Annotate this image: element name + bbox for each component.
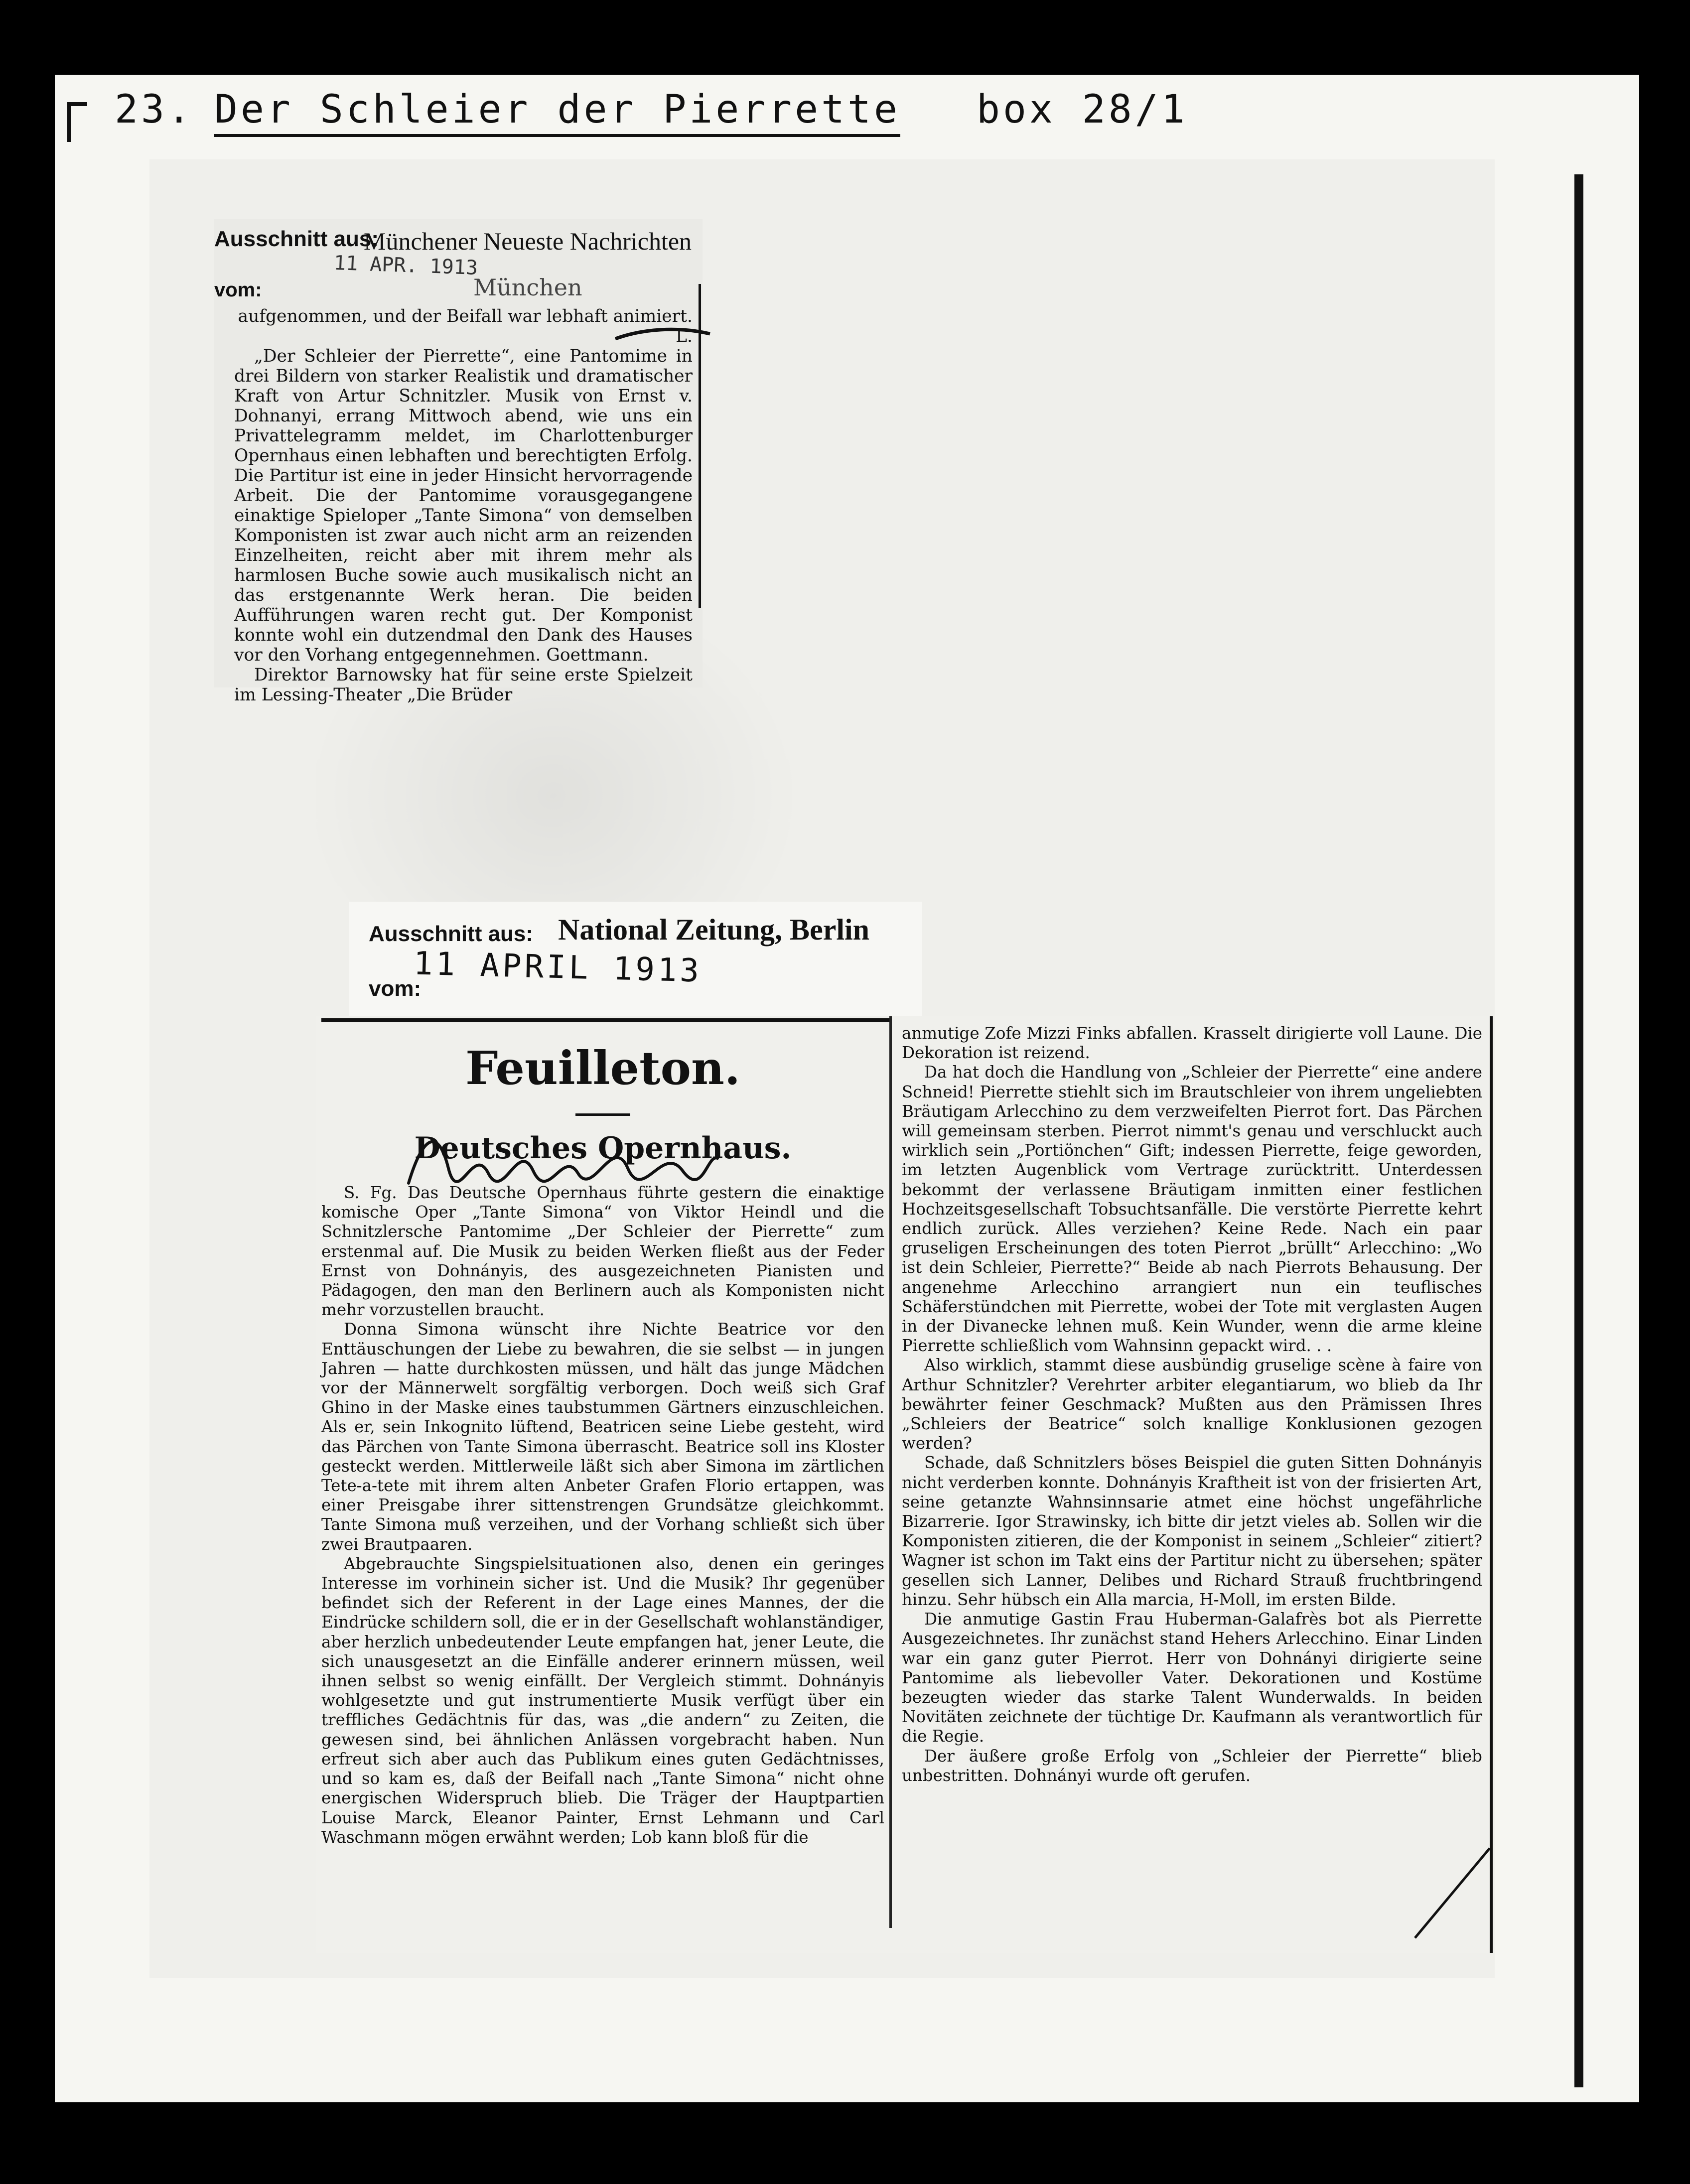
text-line: aufgenommen, und der Beifall war lebhaft animiert. L. (238, 306, 693, 346)
date-stamp: 11 APR. 1913 (333, 251, 478, 280)
paragraph: Abgebrauchte Singspielsituationen also, denen ein geringes Interesse im vorhinein sicher ist. Und die Musik? Ihr gegenüber befindet sich der Referent in der Lage eines Mannes, der die Eindrücke schildern soll, die er in der Gesellschaft wohlanständiger, aber herzlich unbedeutender Leute empfangen hat, jener Leute, die sich unausgesetzt an die Einfälle anderer erinnern müssen, weil ihnen selbst so wenig einfällt. Der Vergleich stimmt. Dohnányis wohlgesetzte und gut instrumentierte Musik verfügt über ein treffliches Gedächtnis für das, was „die andern“ zu Zeiten, die gewesen sind, bei ähnlichen Anlässen vorgebracht haben. Nun erfreut sich aber auch das Publikum eines guten Gedächtnisses, und so kam es, daß der Beifall nach „Tante Simona“ nicht ohne energischen Widerspruch blieb. Die Träger der Hauptpartien Louise Marck, Eleanor Painter, Ernst Lehmann und Carl Waschmann mögen erwähnt werden; Lob kann bloß für die (321, 1554, 884, 1847)
article-column-1 (321, 1183, 884, 1847)
article-text (234, 306, 693, 705)
date-stamp: 11 APRIL 1913 (413, 945, 703, 990)
heading-rule (575, 1113, 630, 1116)
article-headline: Deutsches Opernhaus. (414, 1131, 792, 1166)
vom-label: vom: (214, 279, 262, 301)
underline-pencil-mark (613, 319, 712, 349)
source-label: Ausschnitt aus: (369, 922, 534, 946)
right-rule (1490, 1016, 1493, 1953)
paragraph: Also wirklich, stammt diese ausbündig gruselige scène à faire von Arthur Schnitzler? Verehrter arbiter elegantiarum, wo blieb da Ihr bewährter feiner Geschmack? Mußten aus den Prämissen Ihres „Schleiers der Beatrice“ solch knallige Konklusionen gezogen werden? (902, 1356, 1482, 1453)
article-column-2 (902, 1024, 1482, 1785)
corner-mark (67, 102, 71, 142)
paragraph: Der äußere große Erfolg von „Schleier der Pierrette“ blieb unbestritten. Dohnányi wurde oft gerufen. (902, 1746, 1482, 1785)
section-heading: Feuilleton. (465, 1041, 740, 1095)
paragraph: Donna Simona wünscht ihre Nichte Beatrice vor den Enttäuschungen der Liebe zu bewahren, die sie selbst — in jungen Jahren — hatte durchkosten müssen, und hält das junge Mädchen vor der Männerwelt sorgfältig verborgen. Doch weiß sich Graf Ghino in der Maske eines taubstummen Gärtners einzuschleichen. Als er, sein Inkognito lüftend, Beatricen seine Liebe gesteht, wird das Pärchen von Tante Simona überrascht. Beatrice soll ins Kloster gesteckt werden. Mittlerweile läßt sich aber Simona im zärtlichen Tete-a-tete mit ihrem alten Anbeter Grafen Florio ertappen, was einer Preisgabe ihrer sittenstrengen Grundsätze gleichkommt. Tante Simona muß verzeihen, und der Vorhang schließt sich über zwei Brautpaaren. (321, 1320, 884, 1554)
paragraph: Da hat doch die Handlung von „Schleier der Pierrette“ eine andere Schneid! Pierrette stiehlt sich im Brautschleier von ihrem ungeliebten Bräutigam Arlecchino zu dem verzweifelten Pierrot fort. Das Pärchen will gemeinsam sterben. Pierrot nimmt's genau und verschluckt auch wirklich sein „Portiönchen“ Gift; indessen Pierrette, feige geworden, im letzten Augenblick vom Vertrage zurücktritt. Unterdessen bekommt der verlassene Bräutigam inmitten einer festlichen Hochzeitsgesellschaft Tobsuchtsanfälle. Die verstörte Pierrette kehrt endlich zurück. Alles verziehen? Keine Rede. Nach ein paar gruseligen Erscheinungen des toten Pierrot „brüllt“ Arlecchino: „Wo ist dein Schleier, Pierrette?“ Beide ab nach Pierrots Behausung. Der angenehme Arlecchino arrangiert nun ein teuflisches Schäferstündchen mit Pierrette, wobei der Tote mit verglasten Augen in der Divanecke lehnen muß. Kein Wunder, wenn die arme kleine Pierrette schließlich vom Wahnsinn gepackt wird. . . (902, 1063, 1482, 1356)
clipping-muenchener (214, 219, 703, 705)
item-title: Der Schleier der Pierrette (214, 87, 900, 137)
page-edge-shadow (1574, 174, 1583, 2087)
top-rule (321, 1018, 889, 1022)
handwritten-annotation (404, 1123, 722, 1193)
newspaper-name: Münchener Neueste Nachrichten (364, 227, 692, 255)
folder-header (75, 82, 1520, 137)
paragraph: S. Fg. Das Deutsche Opernhaus führte gestern die einaktige komische Oper „Tante Simona“ von Viktor Heindl und die Schnitzlersche Pantomime „Der Schleier der Pierrette“ zum erstenmal auf. Die Musik zu beiden Werken fließt aus der Feder Ernst von Dohnányis, des ausgezeichneten Pianisten und Pädagogen, den man den Berlinern auch als Komponisten nicht mehr vorzustellen braucht. (321, 1183, 884, 1320)
article-body: „Der Schleier der Pierrette“, eine Pantomime in drei Bildern von starker Realistik und dramatischer Kraft von Artur Schnitzler. Musik von Ernst v. Dohnanyi, errang Mittwoch abend, wie uns ein Privattelegramm meldet, im Charlottenburger Opernhaus einen lebhaften und berechtigten Erfolg. Die Partitur ist eine in jeder Hinsicht hervorragende Arbeit. Die der Pantomime vorausgegangene einaktige Spieloper „Tante Simona“ von demselben Komponisten ist zwar auch nicht arm an reizenden Einzelheiten, reicht aber mit ihrem mehr als harmlosen Buche sowie auch musikalisch nicht an das erstgenannte Werk heran. Die beiden Aufführungen waren recht gut. Der Komponist konnte wohl ein dutzendmal den Dank des Hauses vor den Vorhang entgegennehmen. Goettmann. (234, 346, 693, 665)
margin-pencil-mark (1410, 1843, 1495, 1943)
newspaper-name: National Zeitung, Berlin (558, 913, 870, 946)
paragraph: Schade, daß Schnitzlers böses Beispiel die guten Sitten Dohnányis nicht verderben konnte. Dohnányis Kraftheit ist von der frisierten Art, seine getanzte Wahnsinnsarie atmet eine höchst ungefährliche Bizarrerie. Igor Strawinsky, ich bitte dir jetzt vieles ab. Sollen wir die Komponisten zitieren, die der Komponist in seinem „Schleier“ zitiert? Wagner ist schon im Takt eins der Partitur nicht zu übersehen; später gesellen sich Lanner, Delibes und Richard Strauß fruchtbringend hinzu. Sehr hübsch ein Alla marcia, H-Moll, im ersten Bilde. (902, 1453, 1482, 1609)
column-rule (889, 1016, 892, 1928)
paragraph: anmutige Zofe Mizzi Finks abfallen. Krasselt dirigierte voll Laune. Die Dekoration ist reizend. (902, 1024, 1482, 1063)
item-number: 23. (115, 87, 194, 132)
vom-label: vom: (369, 976, 422, 1001)
newspaper-city: München (473, 274, 582, 301)
box-label: box 28/1 (977, 87, 1188, 132)
clipping-national-header (349, 902, 922, 1019)
source-label: Ausschnitt aus: (214, 227, 379, 251)
text-line: Direktor Barnowsky hat für seine erste Spielzeit im Lessing-Theater „Die Brüder (234, 665, 693, 705)
paragraph: Die anmutige Gastin Frau Huberman-Galafrès bot als Pierrette Ausgezeichnetes. Ihr zunächst stand Hehers Arlecchino. Einar Linden war ein ganz guter Pierrot. Herr von Dohnányi dirigierte seine Pantomime als liebevoller Vater. Dekorationen und Kostüme bezeugten wieder das starke Talent Wunderwalds. In beiden Novitäten zeichnete der tüchtige Dr. Kaufmann als verantwortlich für die Regie. (902, 1610, 1482, 1746)
